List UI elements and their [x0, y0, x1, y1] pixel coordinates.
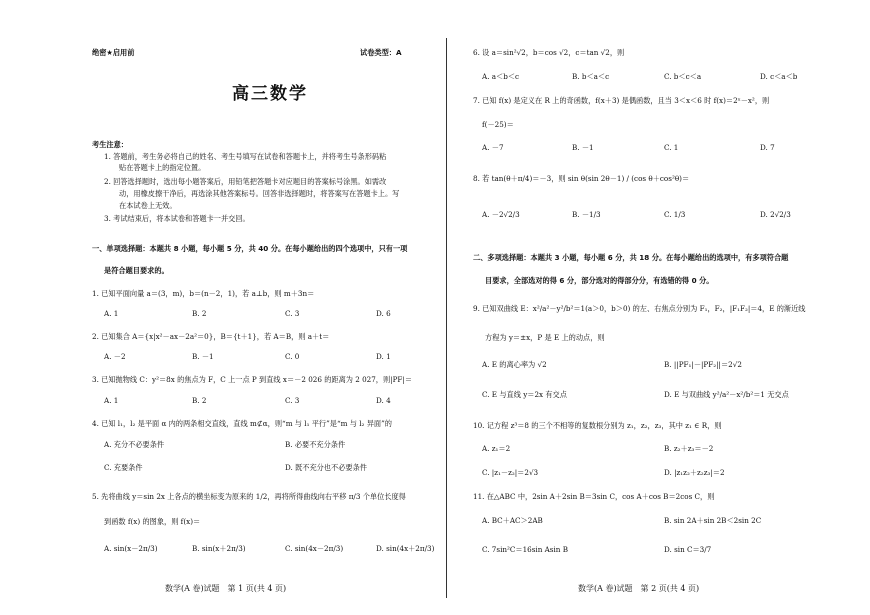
q2-option-c: C. 0 — [285, 352, 300, 361]
section-2-heading: 二、多项选择题：本题共 3 小题，每小题 6 分，共 18 分。在每小题给出的选项中，有多项符合题 — [473, 253, 789, 262]
q2-option-a: A. －2 — [104, 352, 126, 361]
q4-stem: 4. 已知 l₁，l₂ 是平面 α 内的两条相交直线，直线 m⊄α，则“m 与 l₁ 平行”是“m 与 l₂ 异面”的 — [92, 419, 392, 428]
q10-option-d: D. |z₁z₂＋z₂z₃|＝2 — [664, 468, 725, 477]
q2-option-d: D. 1 — [376, 352, 391, 361]
q4-option-c: C. 充要条件 — [104, 463, 143, 472]
q1-option-a: A. 1 — [104, 309, 119, 318]
q7-stem-2: f(－25)＝ — [482, 120, 514, 129]
note-1b: 贴在答题卡上的指定位置。 — [119, 163, 206, 172]
q9-option-d: D. E 与双曲线 y²/a²－x²/b²＝1 无交点 — [664, 390, 789, 399]
q11-option-a: A. BC＋AC＞2AB — [482, 516, 543, 525]
q7-option-c: C. 1 — [664, 143, 679, 152]
note-2b: 动，用橡皮擦干净后，再选涂其他答案标号。回答非选择题时，将答案写在答题卡上。写 — [119, 189, 400, 198]
q6-option-d: D. c＜a＜b — [760, 72, 798, 81]
q3-option-c: C. 3 — [285, 396, 300, 405]
q6-option-c: C. b＜c＜a — [664, 72, 702, 81]
note-3: 3. 考试结束后，将本试卷和答题卡一并交回。 — [104, 214, 250, 223]
q10-option-c: C. |z₁－z₂|＝2√3 — [482, 468, 539, 477]
page-2-footer: 数学(A 卷)试题 第 2 页(共 4 页) — [578, 584, 700, 593]
q4-option-b: B. 必要不充分条件 — [285, 440, 346, 449]
page-2 — [448, 0, 870, 615]
q9-stem: 9. 已知双曲线 E：x²/a²－y²/b²＝1(a＞0，b＞0) 的左、右焦点分别为 F₁，F₂，|F₁F₂|＝4，E 的渐近线 — [473, 304, 806, 313]
page-divider — [446, 38, 447, 598]
page-title: 高三数学 — [232, 84, 308, 104]
section-1-heading: 一、单项选择题：本题共 8 小题，每小题 5 分，共 40 分。在每小题给出的四个选项中，只有一项 — [92, 244, 408, 253]
q3-option-a: A. 1 — [104, 396, 119, 405]
q5-option-d: D. sin(4x＋2π/3) — [376, 544, 435, 553]
paper-type: 试卷类型：A — [360, 48, 402, 57]
q8-option-a: A. －2√2/3 — [482, 210, 520, 219]
q8-option-d: D. 2√2/3 — [760, 210, 791, 219]
q10-option-b: B. z₂＋z₃＝－2 — [664, 444, 714, 453]
q3-option-b: B. 2 — [192, 396, 207, 405]
q2-stem: 2. 已知集合 A＝{x|x²－ax－2a²＝0}，B＝{t＋1}，若 A＝B，则 a＋t＝ — [92, 332, 330, 341]
q7-option-d: D. 7 — [760, 143, 775, 152]
q9-option-b: B. ||PF₁|－|PF₂||＝2√2 — [664, 360, 742, 369]
q9-option-a: A. E 的离心率为 √2 — [482, 360, 547, 369]
q5-option-b: B. sin(x＋2π/3) — [192, 544, 246, 553]
q8-stem: 8. 若 tan(θ＋π/4)＝－3，则 sin θ(sin 2θ－1) / (cos θ＋cos²θ)＝ — [473, 174, 690, 183]
q5-stem: 5. 先将曲线 y＝sin 2x 上各点的横坐标变为原来的 1/2，再将所得曲线向右平移 π/3 个单位长度得 — [92, 492, 406, 501]
q2-option-b: B. －1 — [192, 352, 214, 361]
section-2-heading-2: 目要求，全部选对的得 6 分，部分选对的得部分分，有选错的得 0 分。 — [485, 276, 714, 285]
q9-stem-2: 方程为 y＝±x，P 是 E 上的动点，则 — [485, 333, 605, 342]
q5-option-a: A. sin(x－2π/3) — [104, 544, 158, 553]
q7-option-b: B. －1 — [572, 143, 594, 152]
q1-option-d: D. 6 — [376, 309, 391, 318]
q1-option-c: C. 3 — [285, 309, 300, 318]
note-1: 1. 答题前，考生务必将自己的姓名、考生号填写在试卷和答题卡上，并将考生号条形码粘 — [104, 152, 387, 161]
q1-option-b: B. 2 — [192, 309, 207, 318]
q1-stem: 1. 已知平面向量 a＝(3，m)，b＝(n－2，1)，若 a⊥b，则 m＋3n＝ — [92, 289, 315, 298]
q3-option-d: D. 4 — [376, 396, 391, 405]
q8-option-c: C. 1/3 — [664, 210, 686, 219]
note-2c: 在本试卷上无效。 — [119, 201, 177, 210]
confidential-mark: 绝密★启用前 — [92, 48, 135, 57]
q7-option-a: A. －7 — [482, 143, 504, 152]
q10-option-a: A. z₁＝2 — [482, 444, 511, 453]
q11-option-b: B. sin 2A＋sin 2B＜2sin 2C — [664, 516, 762, 525]
q9-option-c: C. E 与直线 y＝2x 有交点 — [482, 390, 567, 399]
q11-option-c: C. 7sin²C＝16sin Asin B — [482, 545, 568, 554]
q11-option-d: D. sin C＝3/7 — [664, 545, 712, 554]
q6-stem: 6. 设 a＝sin²√2，b＝cos √2，c＝tan √2，则 — [473, 48, 625, 57]
section-1-heading-2: 是符合题目要求的。 — [104, 266, 169, 275]
q10-stem: 10. 记方程 z³＝8 的三个不相等的复数根分别为 z₁，z₂，z₃，其中 z₁ ∈ R，则 — [473, 421, 722, 430]
q3-stem: 3. 已知抛物线 C：y²＝8x 的焦点为 F，C 上一点 P 到直线 x＝－2 026 的距离为 2 027，则|PF|＝ — [92, 375, 413, 384]
page-1-footer: 数学(A 卷)试题 第 1 页(共 4 页) — [165, 584, 287, 593]
q6-option-a: A. a＜b＜c — [482, 72, 520, 81]
note-2: 2. 回答选择题时，选出每小题答案后，用铅笔把答题卡对应题目的答案标号涂黑。如需改 — [104, 177, 387, 186]
q4-option-d: D. 既不充分也不必要条件 — [285, 463, 367, 472]
q5-option-c: C. sin(4x－2π/3) — [285, 544, 344, 553]
notes-heading: 考生注意： — [92, 140, 128, 149]
q11-stem: 11. 在△ABC 中，2sin A＋2sin B＝3sin C，cos A＋cos B＝2cos C，则 — [473, 492, 715, 501]
q5-stem-2: 到函数 f(x) 的图象，则 f(x)＝ — [104, 517, 201, 526]
q7-stem: 7. 已知 f(x) 是定义在 R 上的奇函数，f(x＋3) 是偶函数，且当 3＜x＜6 时 f(x)＝2ˣ－x²，则 — [473, 96, 770, 105]
q6-option-b: B. b＜a＜c — [572, 72, 610, 81]
q4-option-a: A. 充分不必要条件 — [104, 440, 165, 449]
q8-option-b: B. －1/3 — [572, 210, 601, 219]
